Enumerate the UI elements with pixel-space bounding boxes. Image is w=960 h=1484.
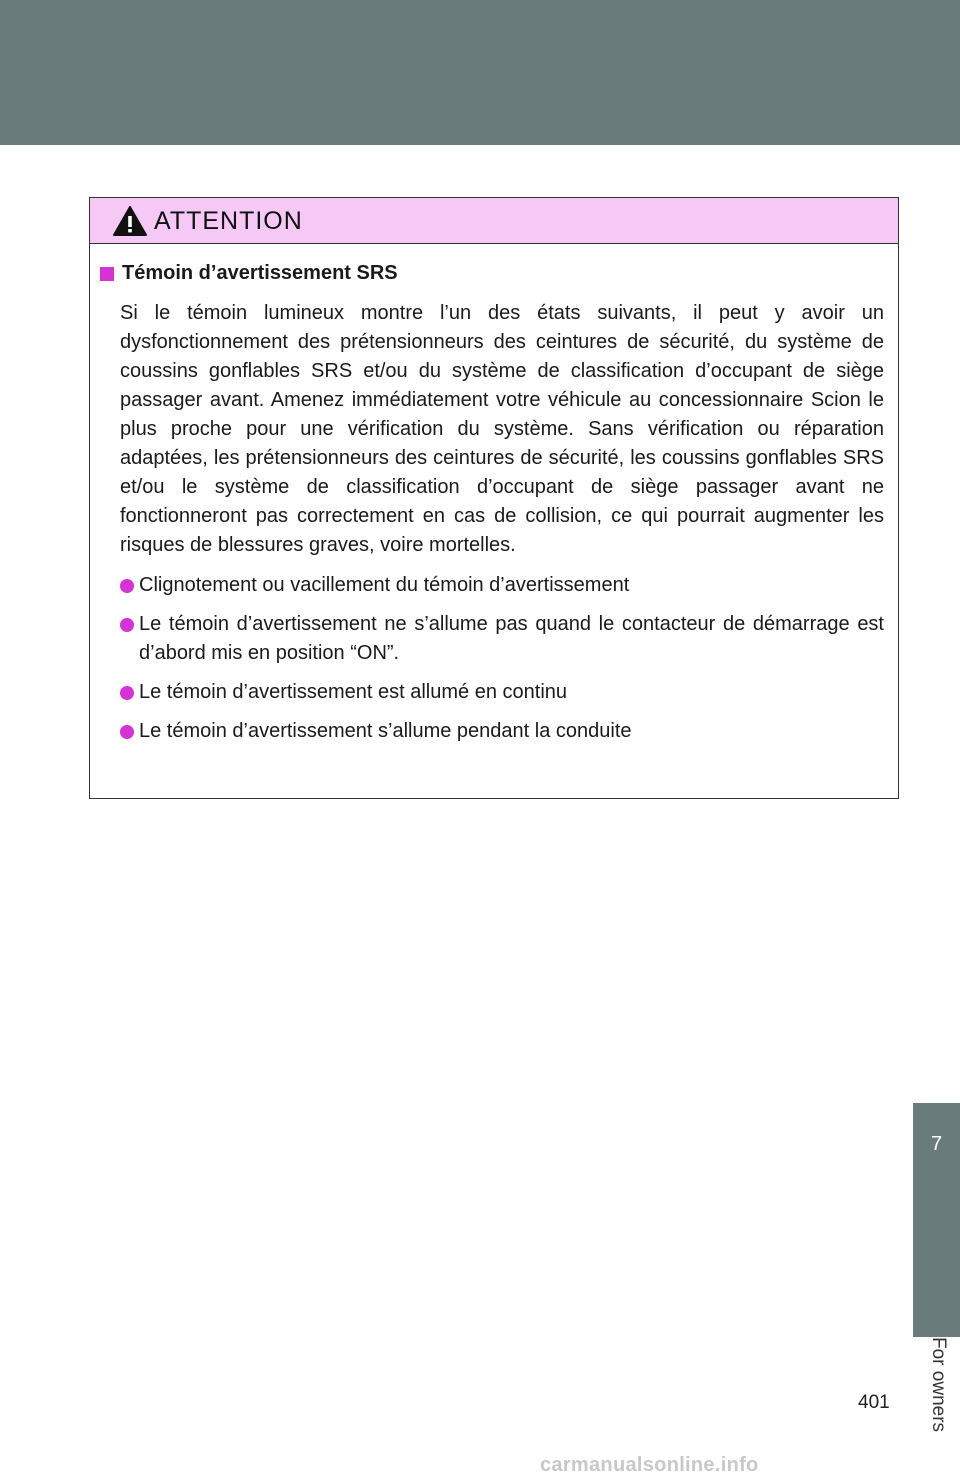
section-heading — [100, 262, 886, 285]
attention-title: ATTENTION — [154, 207, 303, 235]
attention-body — [90, 244, 898, 746]
warning-paragraph: Si le témoin lumineux montre l’un des états suivants, il peut y avoir un dysfonctionnement des prétensionneurs des ceintures de sécurité, du système de coussins gonflables SRS et/ou du système de classification d’occupant de siège passager avant. Amenez immédiatement votre véhicule au concessionnaire Scion le plus proche pour une vérification du système. Sans vérification ou réparation adaptées, les prétensionneurs des ceintures de sécurité, les coussins gonflables SRS et/ou le système de classification d’occupant de siège passager avant ne fonctionneront pas correctement en cas de collision, ce qui pourrait augmenter les risques de blessures graves, voire mortelles. — [120, 302, 884, 556]
square-bullet-icon — [100, 267, 114, 281]
circle-bullet-icon — [120, 725, 134, 739]
attention-box — [89, 197, 899, 799]
list-item-text: Le témoin d’avertissement est allumé en continu — [139, 681, 568, 703]
chapter-number: 7 — [930, 1133, 943, 1155]
list-item-text: Le témoin d’avertissement s’allume pendant la conduite — [139, 720, 632, 742]
header-band — [0, 0, 960, 145]
list-item — [120, 678, 884, 707]
warning-triangle-icon — [112, 205, 148, 237]
chapter-tab[interactable] — [913, 1103, 960, 1337]
list-item — [120, 717, 884, 746]
list-item — [120, 571, 884, 600]
page-number: 401 — [858, 1392, 890, 1413]
list-item-text: Le témoin d’avertissement ne s’allume pas quand le contacteur de démarrage est d’abord mis en position “ON”. — [139, 613, 884, 664]
attention-header — [90, 198, 898, 244]
chapter-label-text: For owners — [928, 1337, 949, 1433]
circle-bullet-icon — [120, 618, 134, 632]
watermark: carmanualsonline.info — [540, 1454, 759, 1476]
circle-bullet-icon — [120, 579, 134, 593]
list-item — [120, 610, 884, 668]
section-heading-text: Témoin d’avertissement SRS — [122, 262, 398, 284]
list-item-text: Clignotement ou vacillement du témoin d’avertissement — [139, 574, 630, 596]
circle-bullet-icon — [120, 686, 134, 700]
